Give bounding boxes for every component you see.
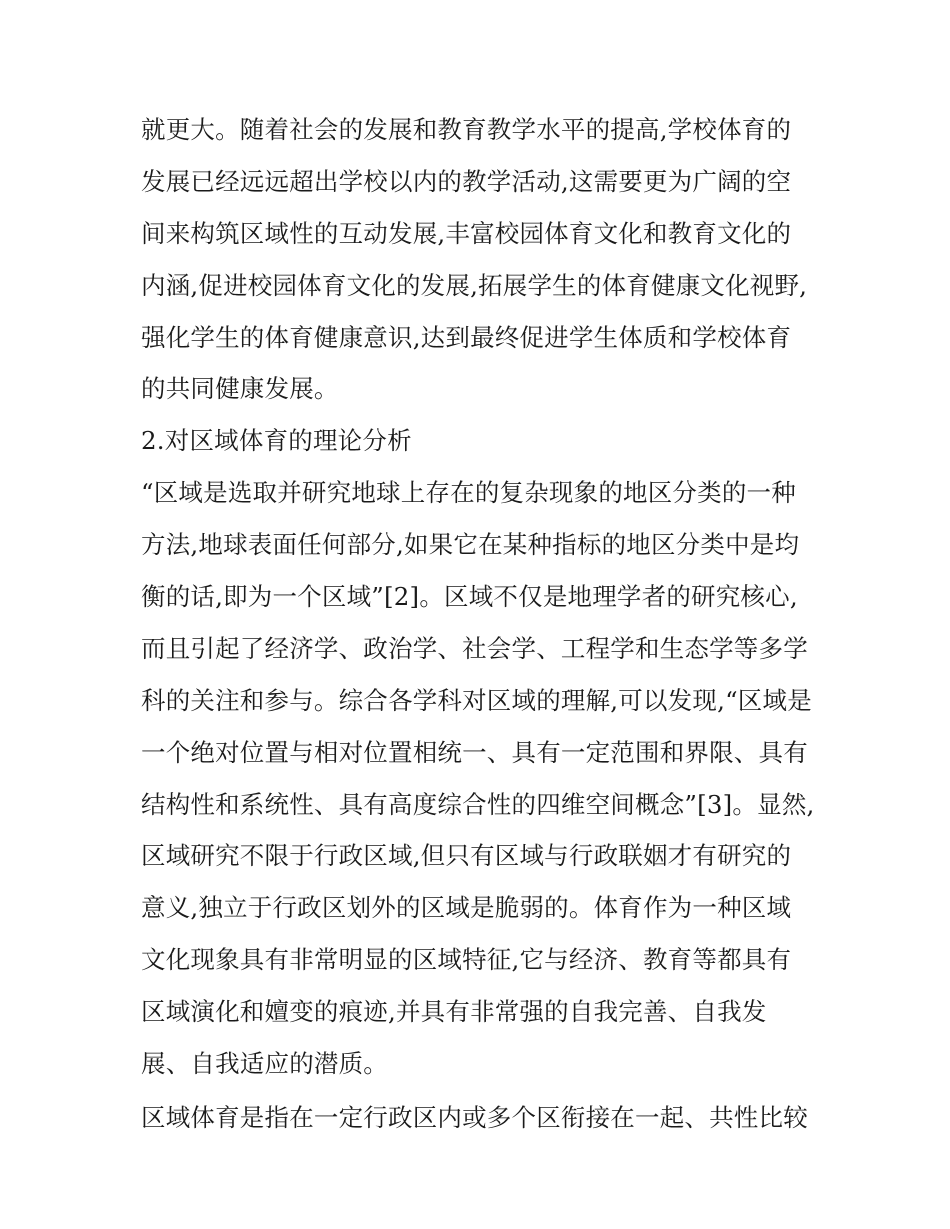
text-line: 而且引起了经济学、政治学、社会学、工程学和生态学等多学 (141, 633, 808, 663)
text-line: 方法,地球表面任何部分,如果它在某种指标的地区分类中是均 (141, 530, 800, 560)
text-line: 衡的话,即为一个区域”[2]。区域不仅是地理学者的研究核心, (141, 582, 798, 612)
text-line: 区域体育是指在一定行政区内或多个区衔接在一起、共性比较 (141, 1102, 808, 1132)
text-line: 意义,独立于行政区划外的区域是脆弱的。体育作为一种区域 (141, 893, 792, 923)
text-line: 区域研究不限于行政区域,但只有区域与行政联姻才有研究的 (141, 841, 792, 871)
text-line: 区域演化和嬗变的痕迹,并具有非常强的自我完善、自我发 (141, 997, 767, 1027)
text-line: 文化现象具有非常明显的区域特征,它与经济、教育等都具有 (141, 945, 792, 975)
text-line: “区域是选取并研究地球上存在的复杂现象的地区分类的一种 (141, 478, 796, 508)
body-text (141, 104, 821, 1144)
text-line: 强化学生的体育健康意识,达到最终促进学生体质和学校体育 (141, 322, 792, 352)
text-line: 内涵,促进校园体育文化的发展,拓展学生的体育健康文化视野, (141, 270, 808, 300)
text-line: 的共同健康发展。 (141, 374, 339, 404)
section-heading: 2.对区域体育的理论分析 (141, 426, 412, 456)
text-line: 一个绝对位置与相对位置相统一、具有一定范围和界限、具有 (141, 737, 808, 767)
text-line: 科的关注和参与。综合各学科对区域的理解,可以发现,“区域是 (141, 685, 812, 715)
text-line: 发展已经远远超出学校以内的教学活动,这需要更为广阔的空 (141, 166, 792, 196)
text-line: 就更大。随着社会的发展和教育教学水平的提高,学校体育的 (141, 115, 792, 144)
text-line: 展、自我适应的潜质。 (141, 1049, 388, 1079)
text-line: 间来构筑区域性的互动发展,丰富校园体育文化和教育文化的 (141, 218, 792, 248)
text-line: 结构性和系统性、具有高度综合性的四维空间概念”[3]。显然, (141, 789, 815, 819)
